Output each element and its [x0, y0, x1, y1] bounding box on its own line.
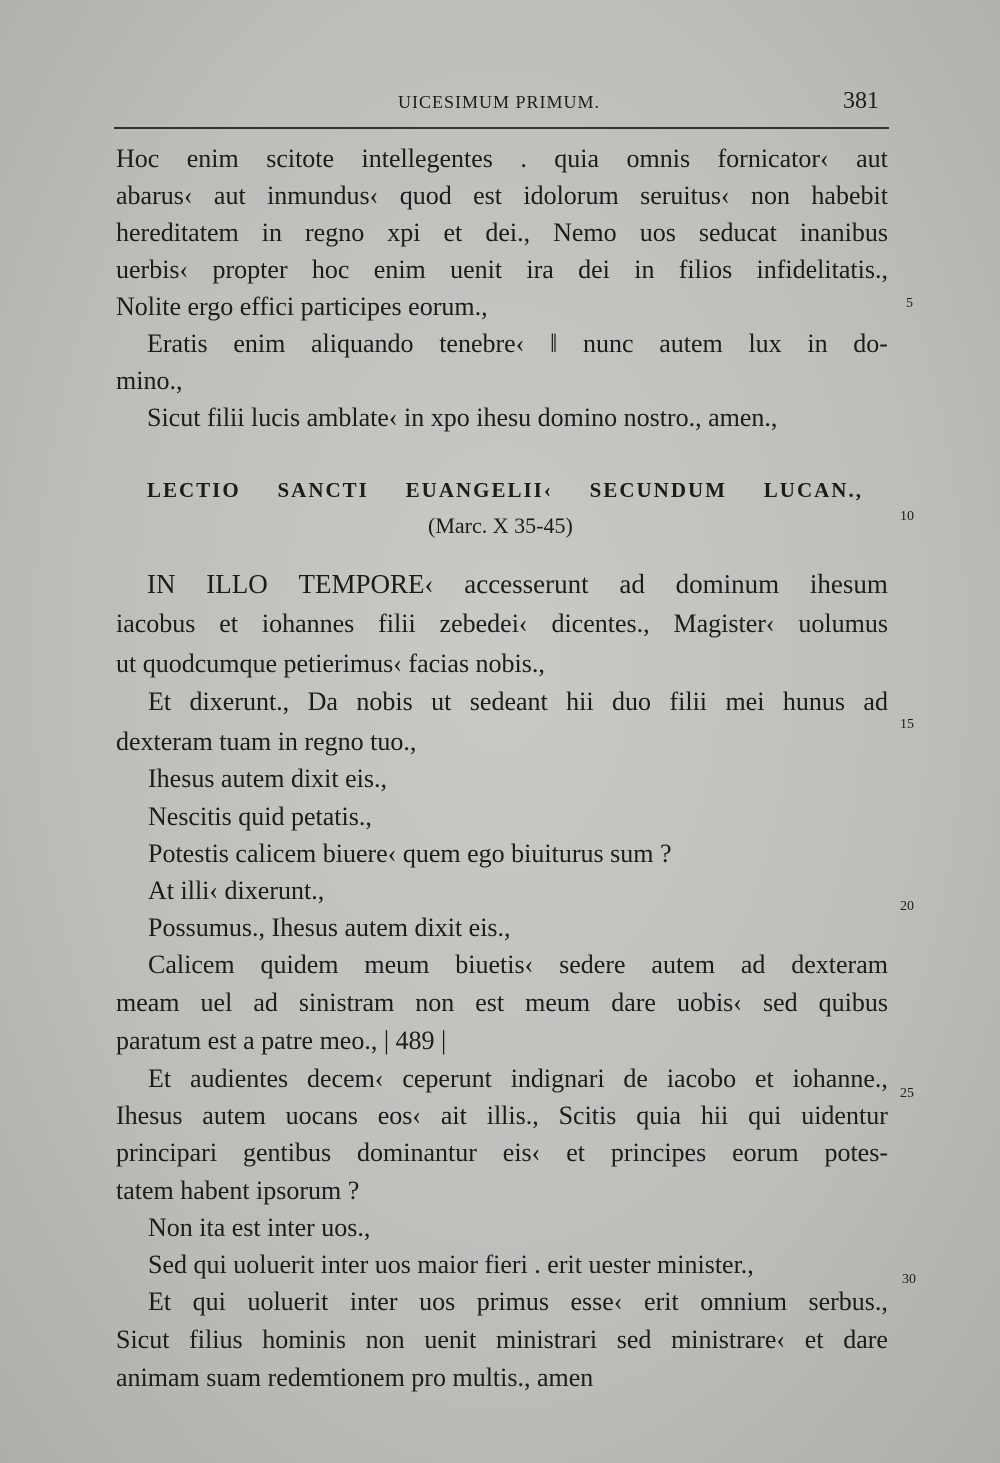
text-line: Ihesus autem dixit eis.,	[148, 764, 388, 793]
text-line: mino.,	[116, 366, 183, 395]
text-line: Sed qui uoluerit inter uos maior fieri . erit uester minister.,	[148, 1250, 754, 1279]
text-line: IN ILLO TEMPORE‹ accesserunt ad dominum ihesum	[147, 569, 888, 599]
text-line: abarus‹ aut inmundus‹ quod est idolorum seruitus‹ non habebit	[116, 181, 888, 210]
text-line: uerbis‹ propter hoc enim uenit ira dei in filios infidelitatis.,	[116, 255, 888, 284]
text-line: Sicut filius hominis non uenit ministrari sed ministrare‹ et dare	[116, 1325, 888, 1354]
text-line: paratum est a patre meo., | 489 |	[116, 1026, 447, 1055]
line-number: 10	[900, 509, 914, 524]
page-number: 381	[843, 88, 879, 114]
text-line: At illi‹ dixerunt.,	[148, 876, 325, 905]
text-line: Potestis calicem biuere‹ quem ego biuiturus sum ?	[148, 839, 672, 868]
text-line: Nolite ergo effici participes eorum.,	[116, 292, 488, 321]
line-number: 5	[906, 296, 913, 311]
text-line: Eratis enim aliquando tenebre‹ ‖ nunc autem lux in do-	[147, 329, 888, 358]
text-line: Ihesus autem uocans eos‹ ait illis., Scitis quia hii qui uidentur	[116, 1101, 888, 1130]
text-line: iacobus et iohannes filii zebedei‹ dicentes., Magister‹ uolumus	[116, 609, 888, 638]
line-number: 25	[900, 1086, 914, 1101]
text-line: Nescitis quid petatis.,	[148, 802, 372, 831]
running-title: UICESIMUM PRIMUM.	[398, 92, 601, 112]
text-line: meam uel ad sinistram non est meum dare uobis‹ sed quibus	[116, 988, 888, 1017]
scripture-reference: (Marc. X 35-45)	[428, 513, 573, 538]
text-line: Et dixerunt., Da nobis ut sedeant hii duo filii mei hunus ad	[148, 687, 888, 716]
text-line: Et audientes decem‹ ceperunt indignari de iacobo et iohanne.,	[148, 1064, 888, 1093]
text-line: Possumus., Ihesus autem dixit eis.,	[148, 913, 511, 942]
text-line: hereditatem in regno xpi et dei., Nemo uos seducat inanibus	[116, 218, 888, 247]
line-number: 30	[902, 1272, 916, 1287]
text-line: Sicut filii lucis amblate‹ in xpo ihesu domino nostro., amen.,	[147, 403, 778, 432]
text-line: animam suam redemtionem pro multis., amen	[116, 1363, 594, 1392]
text-line: principari gentibus dominantur eis‹ et principes eorum potes-	[116, 1138, 888, 1167]
text-line: Hoc enim scitote intellegentes . quia omnis fornicator‹ aut	[116, 144, 888, 173]
text-line: Calicem quidem meum biuetis‹ sedere autem ad dexteram	[148, 950, 888, 979]
text-line: tatem habent ipsorum ?	[116, 1176, 360, 1205]
header-rule	[114, 127, 889, 129]
line-number: 15	[900, 717, 914, 732]
text-line: Non ita est inter uos.,	[148, 1213, 371, 1242]
gospel-heading: LECTIO SANCTI EUANGELII‹ SECUNDUM LUCAN.,	[147, 478, 863, 502]
text-line: ut quodcumque petierimus‹ facias nobis.,	[116, 649, 545, 678]
text-line: Et qui uoluerit inter uos primus esse‹ erit omnium serbus.,	[148, 1287, 888, 1316]
text-line: dexteram tuam in regno tuo.,	[116, 727, 417, 756]
line-number: 20	[900, 899, 914, 914]
